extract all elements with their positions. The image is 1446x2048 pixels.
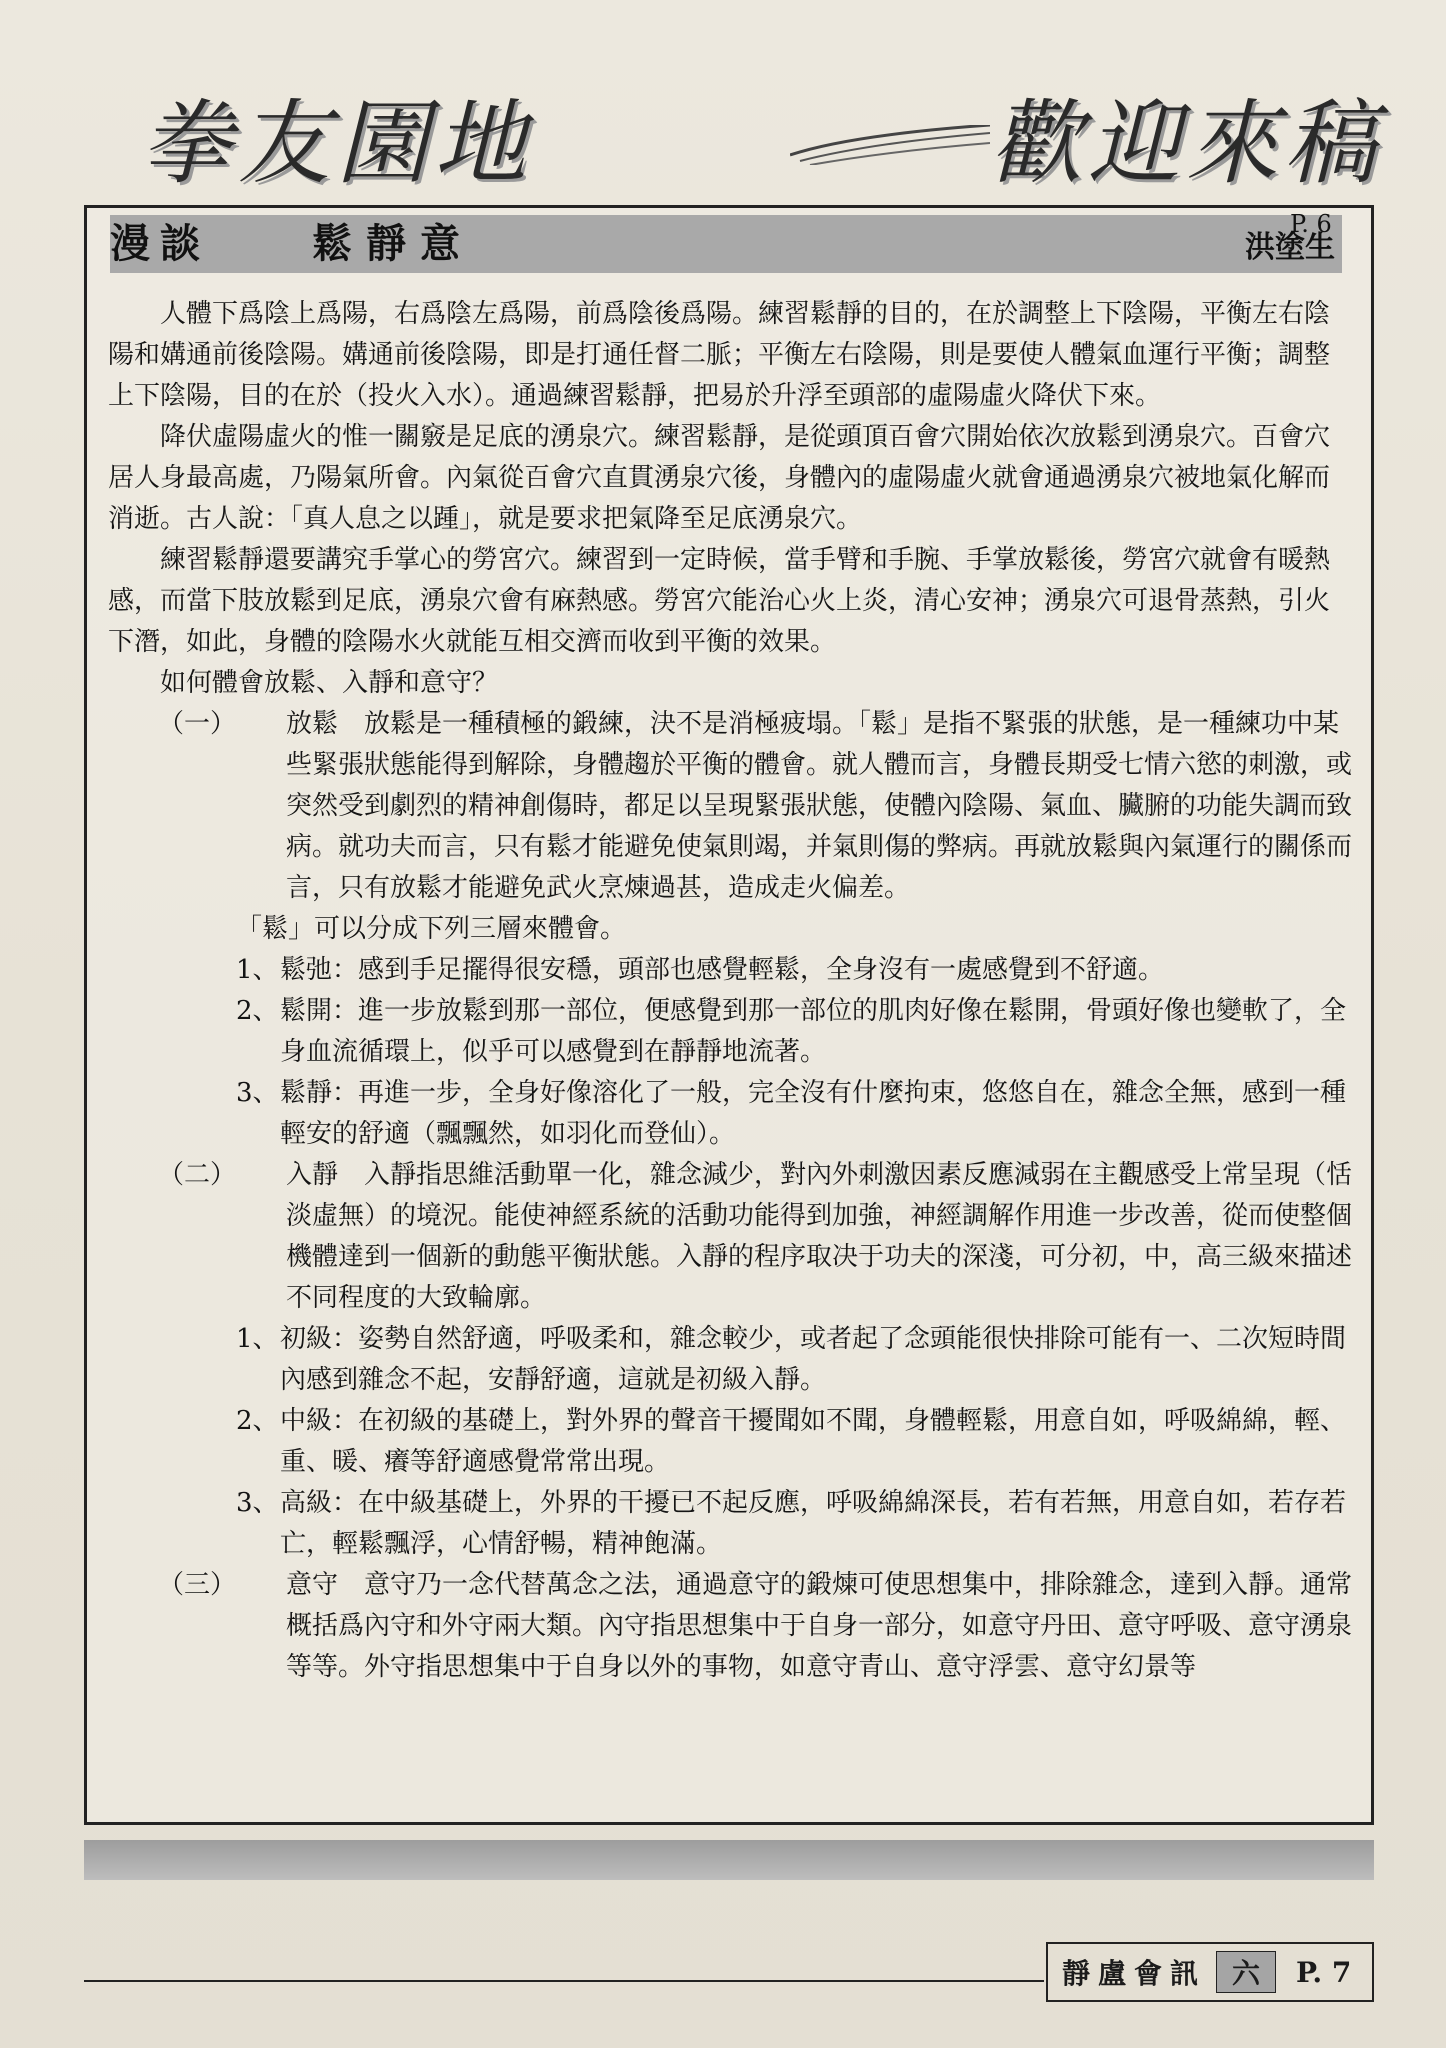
article-column-label: 漫談 xyxy=(110,220,210,267)
paragraph: 降伏虛陽虛火的惟一關竅是足底的湧泉穴。練習鬆靜，是從頭頂百會穴開始依次放鬆到湧泉穴。百會穴居人身最高處，乃陽氣所會。內氣從百會穴直貫湧泉穴後，身體內的虛陽虛火就會通過湧泉穴被地氣化解而消逝。古人說：「真人息之以踵」，就是要求把氣降至足底湧泉穴。 xyxy=(108,422,1331,534)
paragraph: 如何體會放鬆、入靜和意守？ xyxy=(160,668,499,698)
issue-section: 六 xyxy=(1216,1951,1276,1993)
page-number-top: P. 6 xyxy=(1290,210,1332,238)
title-bar xyxy=(110,215,1342,273)
list-item-number: 1、 xyxy=(236,1324,279,1354)
list-item xyxy=(108,950,1354,991)
list-item-text: 高級：在中級基礎上，外界的干擾已不起反應，呼吸綿綿深長，若有若無，用意自如，若存若亡，輕鬆飄浮，心情舒暢，精神飽滿。 xyxy=(280,1488,1347,1559)
banner-right-title: 歡迎來稿 xyxy=(990,90,1383,197)
banner-left-title: 拳友園地 xyxy=(140,90,533,197)
section-text: 放鬆 放鬆是一種積極的鍛練，決不是消極疲塌。「鬆」是指不緊張的狀態，是一種練功中某些緊張狀態能得到解除，身體趨於平衡的體會。就人體而言，身體長期受七情六慾的刺激，或突然受到劇烈的精神創傷時，都足以呈現緊張狀態，使體內陰陽、氣血、臟腑的功能失調而致病。就功夫而言，只有鬆才能避免使氣則竭，并氣則傷的弊病。再就放鬆與內氣運行的關係而言，只有放鬆才能避免武火烹煉過甚，造成走火偏差。 xyxy=(286,709,1353,903)
list-item xyxy=(108,991,1354,1073)
list-item xyxy=(108,1401,1354,1483)
section-label: （三） xyxy=(158,1570,237,1600)
footer-rule xyxy=(84,1980,1044,1982)
article-author: 洪塗生 xyxy=(1245,230,1335,265)
section-label: （二） xyxy=(158,1160,237,1190)
section-quiet xyxy=(108,1155,1354,1319)
list-item-number: 3、 xyxy=(236,1078,279,1108)
list-item xyxy=(108,1319,1354,1401)
section-note: 「鬆」可以分成下列三層來體會。 xyxy=(236,914,627,944)
list-item-text: 中級：在初級的基礎上，對外界的聲音干擾聞如不聞，身體輕鬆，用意自如，呼吸綿綿，輕、重、暖、癢等舒適感覺常常出現。 xyxy=(280,1406,1347,1477)
list-item-text: 鬆弛：感到手足擺得很安穩，頭部也感覺輕鬆，全身沒有一處感覺到不舒適。 xyxy=(280,955,1165,985)
list-item-number: 2、 xyxy=(236,996,279,1026)
list-item xyxy=(108,1483,1354,1565)
paragraph: 人體下爲陰上爲陽，右爲陰左爲陽，前爲陰後爲陽。練習鬆靜的目的，在於調整上下陰陽，平衡左右陰陽和媾通前後陰陽。媾通前後陰陽，即是打通任督二脈；平衡左右陰陽，則是要使人體氣血運行平衡；調整上下陰陽，目的在於（投火入水）。通過練習鬆靜，把易於升浮至頭部的虛陽虛火降伏下來。 xyxy=(108,299,1331,411)
list-item-number: 3、 xyxy=(236,1488,279,1518)
list-item xyxy=(108,1073,1354,1155)
list-item-text: 初級：姿勢自然舒適，呼吸柔和，雜念較少，或者起了念頭能很快排除可能有一、二次短時間內感到雜念不起，安靜舒適，這就是初級入靜。 xyxy=(280,1324,1347,1395)
section-focus xyxy=(108,1565,1354,1688)
section-text: 入靜 入靜指思維活動單一化，雜念減少，對內外刺激因素反應減弱在主觀感受上常呈現（恬淡虛無）的境況。能使神經系統的活動功能得到加強，神經調解作用進一步改善，從而使整個機體達到一個新的動態平衡狀態。入靜的程序取决于功夫的深淺，可分初，中，高三級來描述不同程度的大致輪廓。 xyxy=(286,1160,1353,1313)
article-title: 鬆靜意 xyxy=(312,220,474,267)
bottom-gray-band xyxy=(84,1840,1374,1880)
article-body xyxy=(108,294,1354,1688)
footer-publication-box xyxy=(1046,1942,1374,2002)
section-label: （一） xyxy=(158,709,237,739)
list-item-text: 鬆開：進一步放鬆到那一部位，便感覺到那一部位的肌肉好像在鬆開，骨頭好像也變軟了，全身血流循環上，似乎可以感覺到在靜靜地流著。 xyxy=(280,996,1347,1067)
section-text: 意守 意守乃一念代替萬念之法，通過意守的鍛煉可使思想集中，排除雜念，達到入靜。通常概括爲內守和外守兩大類。內守指思想集中于自身一部分，如意守丹田、意守呼吸、意守湧泉等等。外守指思想集中于自身以外的事物，如意守青山、意守浮雲、意守幻景等 xyxy=(286,1570,1353,1682)
section-relax xyxy=(108,704,1354,909)
publication-name: 靜盧會訊 xyxy=(1062,1957,1207,1990)
list-item-number: 1、 xyxy=(236,955,279,985)
list-item-number: 2、 xyxy=(236,1406,279,1436)
page-number-bottom: P. 7 xyxy=(1296,1955,1352,1989)
banner-streaks xyxy=(790,125,990,165)
paragraph: 練習鬆靜還要講究手掌心的勞宮穴。練習到一定時候，當手臂和手腕、手掌放鬆後，勞宮穴就會有暖熱感，而當下肢放鬆到足底，湧泉穴會有麻熱感。勞宮穴能治心火上炎，清心安神；湧泉穴可退骨蒸熱，引火下潛，如此，身體的陰陽水火就能互相交濟而收到平衡的效果。 xyxy=(108,545,1331,657)
list-item-text: 鬆靜：再進一步，全身好像溶化了一般，完全沒有什麼拘束，悠悠自在，雜念全無，感到一種輕安的舒適（飄飄然，如羽化而登仙）。 xyxy=(280,1078,1347,1149)
